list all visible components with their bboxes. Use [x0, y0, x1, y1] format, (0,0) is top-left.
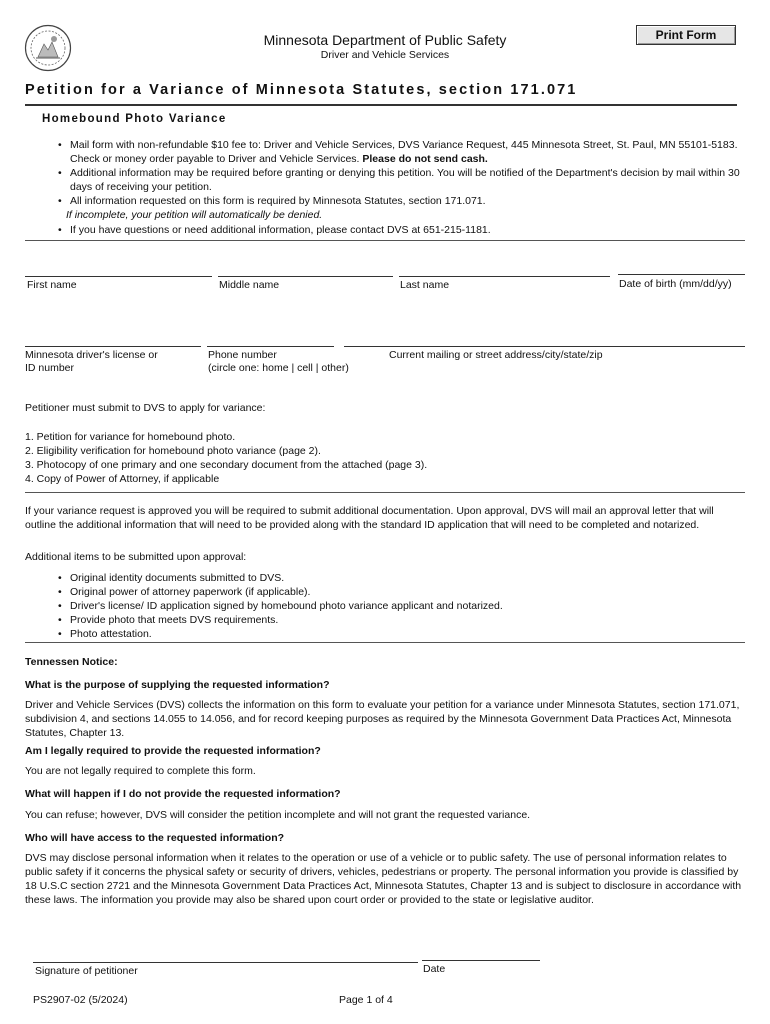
tennessen-question-1: What is the purpose of supplying the requested information? [25, 679, 330, 691]
date-label: Date [423, 963, 446, 975]
address-field[interactable] [344, 346, 745, 347]
instructions-list [58, 138, 748, 208]
form-title: Petition for a Variance of Minnesota Statutes, section 171.071 [25, 82, 578, 98]
first-name-field[interactable] [25, 276, 212, 277]
submit-item: 4. Copy of Power of Attorney, if applicable [25, 473, 220, 485]
license-label-line1: Minnesota driver's license or [25, 349, 158, 361]
license-number-field[interactable] [25, 346, 201, 347]
section-divider [25, 642, 745, 643]
last-name-label: Last name [400, 279, 450, 291]
dob-label: Date of birth (mm/dd/yy) [619, 278, 732, 290]
section-title: Homebound Photo Variance [42, 113, 227, 125]
approval-item: • Original power of attorney paperwork (if applicable). [58, 585, 503, 599]
approval-item: • Photo attestation. [58, 627, 503, 641]
instructions-list-contact [58, 223, 748, 237]
form-id: PS2907-02 (5/2024) [33, 994, 128, 1006]
instruction-mail: Mail form with non-refundable $10 fee to: Driver and Vehicle Services, DVS Variance Request, 445 Minnesota Street, St. Paul, MN 55101-5183. Check or money order payable to Driver and Vehicle Services. [70, 139, 738, 165]
approval-item: • Original identity documents submitted to DVS. [58, 571, 503, 585]
first-name-label: First name [27, 279, 77, 291]
license-label [25, 349, 158, 375]
license-label-line2: ID number [25, 362, 75, 374]
last-name-field[interactable] [399, 276, 610, 277]
department-name: Minnesota Department of Public Safety [263, 32, 507, 48]
tennessen-answer-2: You are not legally required to complete this form. [25, 765, 256, 777]
tennessen-question-2: Am I legally required to provide the requested information? [25, 745, 321, 757]
page-number: Page 1 of 4 [339, 994, 393, 1006]
print-form-button[interactable]: Print Form [636, 25, 736, 45]
submit-intro: Petitioner must submit to DVS to apply for variance: [25, 402, 266, 414]
approval-items-intro: Additional items to be submitted upon approval: [25, 551, 247, 563]
tennessen-answer-1: Driver and Vehicle Services (DVS) collects the information on this form to evaluate your petition for a variance under Minnesota Statutes, section 171.071, subdivision 4, and sections 14.055 to 14.056, and for record keeping purposes as required by the Minnesota Government Data Practices Act, Minnesota Statutes, Chapter 13. [25, 699, 740, 739]
signature-field[interactable] [33, 962, 418, 963]
middle-name-field[interactable] [218, 276, 393, 277]
phone-label-line1: Phone number [208, 349, 277, 361]
tennessen-question-4: Who will have access to the requested information? [25, 832, 285, 844]
instruction-item: • All information requested on this form is required by Minnesota Statutes, section 171.071. [58, 194, 748, 208]
instruction-item [58, 138, 748, 166]
incomplete-note: If incomplete, your petition will automatically be denied. [66, 209, 323, 221]
tennessen-heading: Tennessen Notice: [25, 656, 118, 668]
section-divider [25, 492, 745, 493]
approval-items-list [58, 571, 503, 641]
middle-name-label: Middle name [219, 279, 280, 291]
phone-label-line2: (circle one: home | cell | other) [208, 362, 349, 374]
submit-item: 3. Photocopy of one primary and one secondary document from the attached (page 3). [25, 459, 428, 471]
approval-item: • Provide photo that meets DVS requirements. [58, 613, 503, 627]
date-field[interactable] [422, 960, 540, 961]
phone-number-field[interactable] [207, 346, 334, 347]
section-divider [25, 240, 745, 241]
tennessen-answer-3: You can refuse; however, DVS will consider the petition incomplete and will not grant the requested variance. [25, 809, 531, 821]
title-divider [25, 104, 737, 106]
instruction-item: • If you have questions or need additional information, please contact DVS at 651-215-1181. [58, 223, 748, 237]
submit-item: 2. Eligibility verification for homebound photo variance (page 2). [25, 445, 321, 457]
instruction-item: • Additional information may be required before granting or denying this petition. You will be notified of the Department's decision by mail within 30 days of receiving your petition. [58, 166, 748, 194]
submit-item: 1. Petition for variance for homebound photo. [25, 431, 236, 443]
tennessen-answer-4: DVS may disclose personal information when it relates to the operation or use of a vehicle or to public safety. The use of personal information relates to public safety if it concerns the physical safety or security of drivers, vehicles, pedestrians or property. The personal information you provide is classified by 18 U.S.C section 2721 and the Minnesota Government Data Practices Act, Minnesota Statutes, Chapter 13 and is subject to disclosure in accordance with these laws. The information you provide may also be shared upon court order or provided to the state or legislative auditor. [25, 852, 742, 906]
phone-label [208, 349, 349, 375]
tennessen-question-3: What will happen if I do not provide the requested information? [25, 788, 341, 800]
approval-item: • Driver's license/ ID application signed by homebound photo variance applicant and notarized. [58, 599, 503, 613]
division-name: Driver and Vehicle Services [320, 49, 450, 61]
instruction-no-cash: Please do not send cash. [362, 153, 488, 165]
dob-field[interactable] [618, 274, 745, 275]
signature-label: Signature of petitioner [35, 965, 138, 977]
address-label: Current mailing or street address/city/state/zip [389, 349, 603, 361]
submit-list [25, 430, 427, 486]
approval-paragraph: If your variance request is approved you will be required to submit additional documentation. Upon approval, DVS will mail an approval letter that will outline the additional information that will need to be provided along with the standard ID application that will need to be completed and notarized. [25, 505, 714, 531]
